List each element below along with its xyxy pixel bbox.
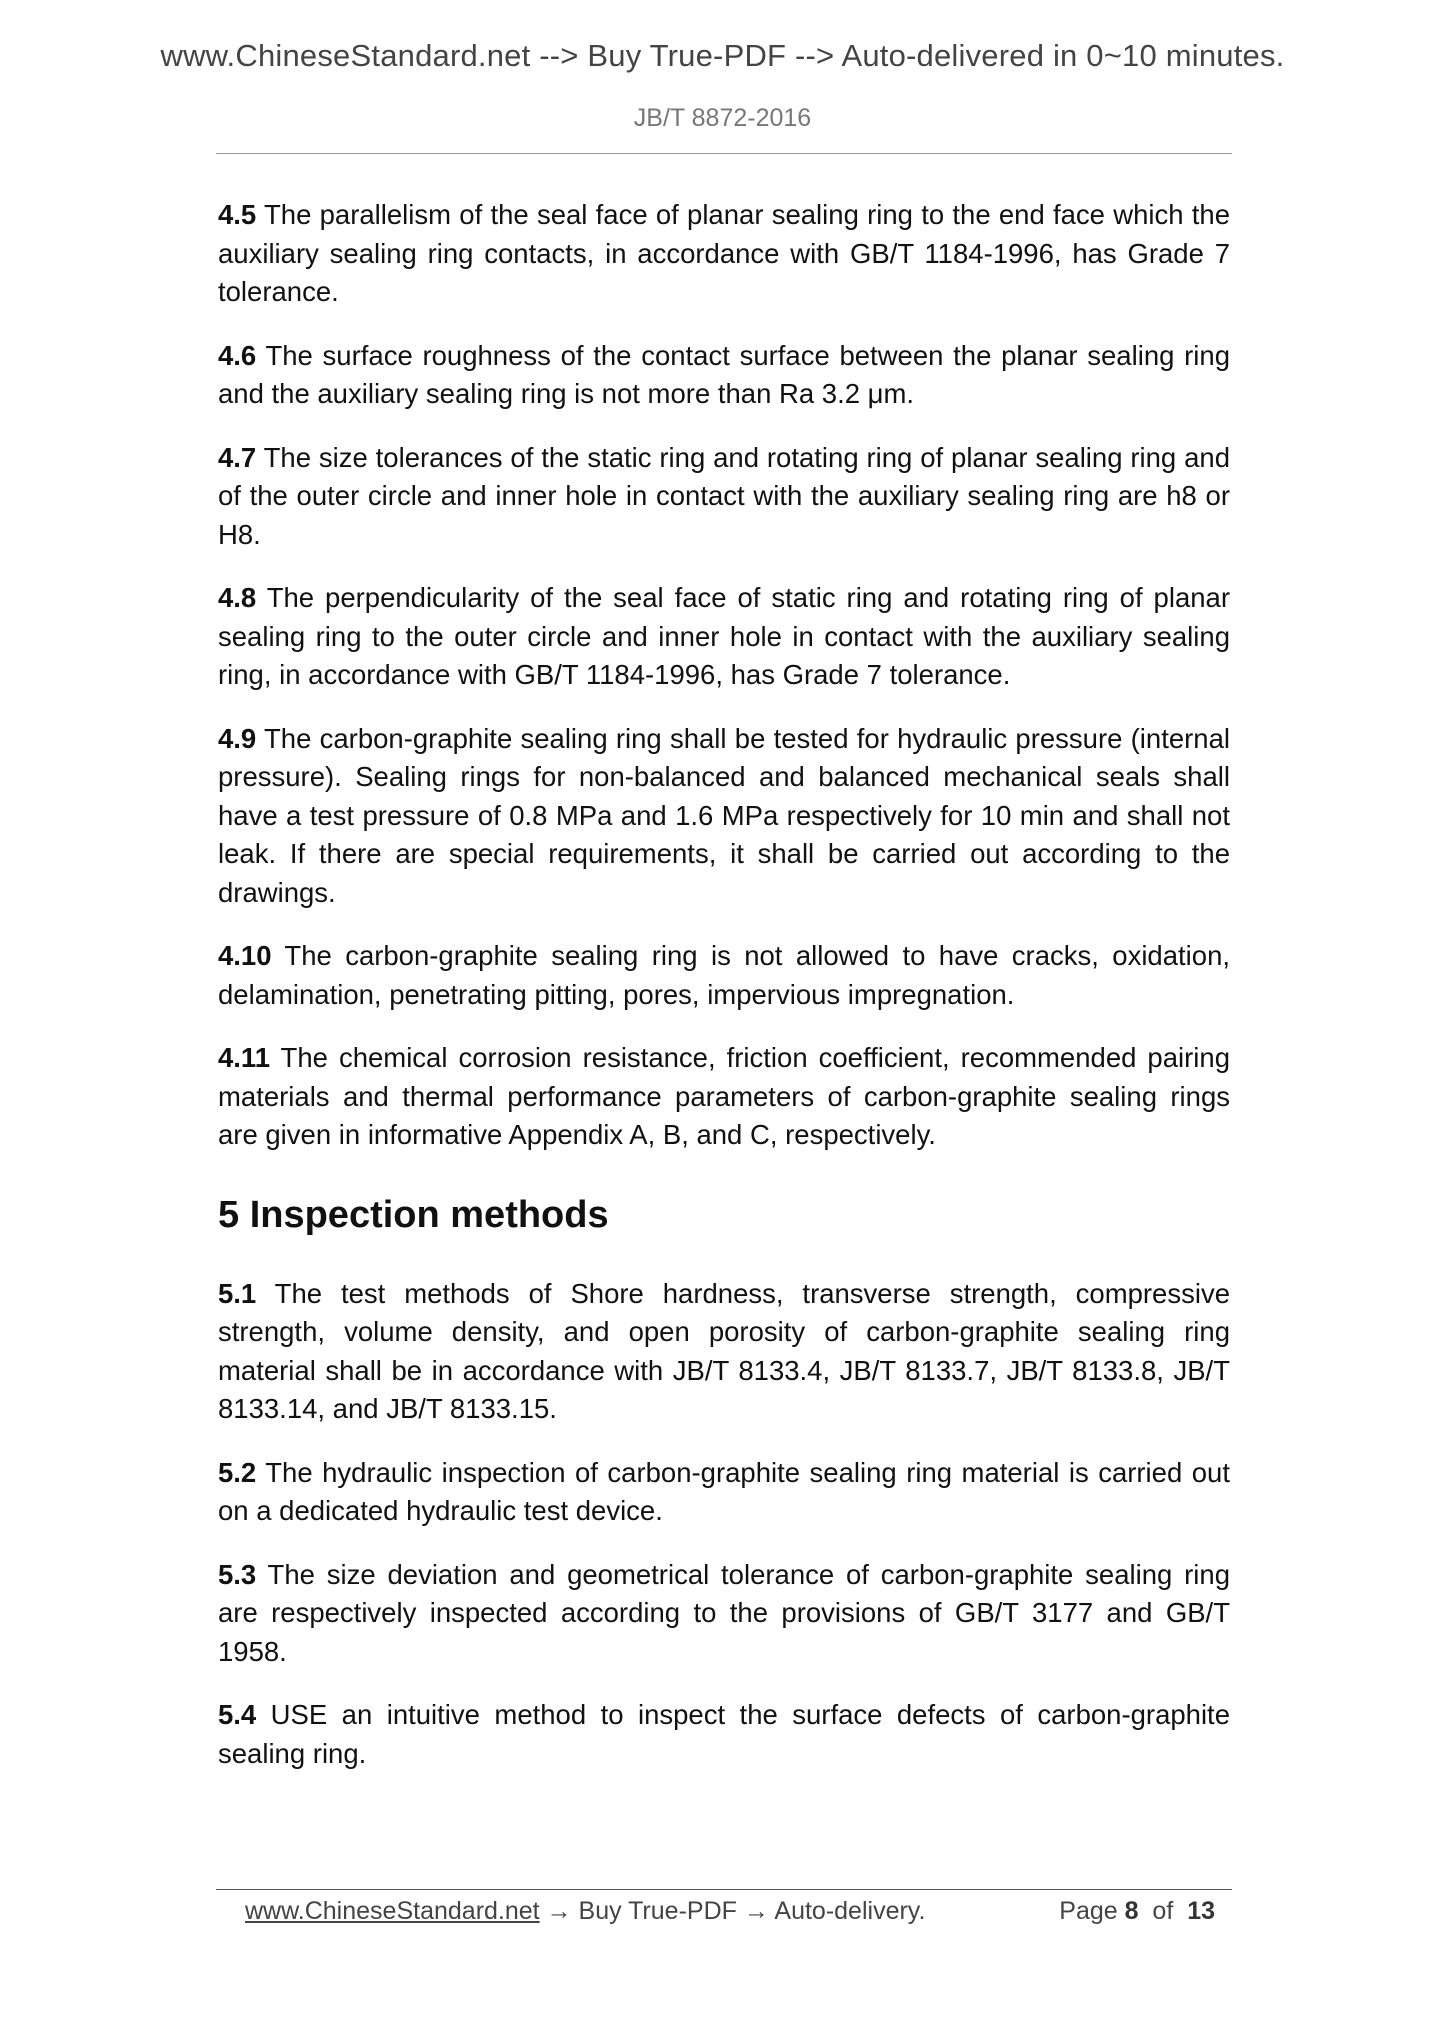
clause-4-6 [218,337,1230,414]
clause-number: 4.11 [218,1042,271,1073]
document-code: JB/T 8872-2016 [633,104,812,132]
clause-text: The size deviation and geometrical tolerance of carbon-graphite sealing ring are respectively inspected according to the provisions of GB/T 3177 and GB/T 1958. [218,1558,1230,1667]
clause-number: 4.7 [218,441,257,473]
clause-number: 4.8 [218,582,257,613]
footer-website-link[interactable]: www.ChineseStandard.net [245,1897,540,1925]
clause-number: 4.9 [218,722,257,754]
footer-divider [216,1889,1232,1890]
clause-4-10 [218,937,1230,1014]
header-divider [216,153,1232,154]
clause-5-2 [218,1454,1230,1531]
total-page-count: 13 [1187,1897,1215,1925]
clause-text: The chemical corrosion resistance, friction coefficient, recommended pairing materials and thermal performance parameters of carbon-graphite sealing rings are given in informative Appendix A, B, and C, respectively. [218,1042,1230,1150]
clause-text: The hydraulic inspection of carbon-graphite sealing ring material is carried out on a dedicated hydraulic test device. [218,1456,1230,1526]
clause-text: The size tolerances of the static ring and rotating ring of planar sealing ring and of the outer circle and inner hole in contact with the auxiliary sealing ring are h8 or H8. [218,441,1230,550]
clause-text: The parallelism of the seal face of planar sealing ring to the end face which the auxiliary sealing ring contacts, in accordance with GB/T 1184-1996, has Grade 7 tolerance. [218,199,1230,307]
clause-4-9 [218,720,1230,913]
page-footer [245,1897,1215,1926]
clause-text: The surface roughness of the contact surface between the planar sealing ring and the auxiliary sealing ring is not more than Ra 3.2 μm. [218,339,1230,409]
page-label: Page [1059,1897,1118,1925]
clause-text: The test methods of Shore hardness, transverse strength, compressive strength, volume density, and open porosity of carbon-graphite sealing ring material shall be in accordance with JB/T 8133.4, JB/T 8133.7, JB/T 8133.8, JB/T 8133.14, and JB/T 8133.15. [218,1277,1230,1424]
clause-text: The carbon-graphite sealing ring shall be tested for hydraulic pressure (internal pressure). Sealing rings for non-balanced and balanced mechanical seals shall have a test pressure of 0.8 MPa and 1.6 MPa respectively for 10 min and shall not leak. If there are special requirements, it shall be carried out according to the drawings. [218,722,1230,908]
clause-text: The perpendicularity of the seal face of static ring and rotating ring of planar sealing ring to the outer circle and inner hole in contact with the auxiliary sealing ring, in accordance with GB/T 1184-1996, has Grade 7 tolerance. [218,582,1230,690]
current-page-number: 8 [1124,1897,1139,1925]
top-banner: www.ChineseStandard.net --> Buy True-PDF --> Auto-delivered in 0~10 minutes. [160,38,1285,73]
clause-5-1 [218,1275,1230,1429]
clause-4-7 [218,439,1230,555]
footer-tagline-group [245,1897,925,1926]
clause-4-11 [218,1039,1230,1155]
clause-4-5 [218,196,1230,312]
clause-5-3 [218,1556,1230,1672]
clause-number: 4.10 [218,940,272,971]
clause-text: The carbon-graphite sealing ring is not allowed to have cracks, oxidation, delamination, penetrating pitting, pores, impervious impregnation. [218,940,1230,1010]
clause-4-8 [218,579,1230,695]
clause-number: 5.4 [218,1699,257,1730]
footer-tagline: → Buy True-PDF → Auto-delivery. [539,1897,926,1925]
page-indicator [1059,1897,1215,1926]
document-body [218,196,1230,1798]
clause-number: 5.3 [218,1558,257,1590]
clause-5-4 [218,1696,1230,1773]
clause-number: 4.6 [218,339,257,371]
page-of-label: of [1152,1897,1174,1925]
clause-text: USE an intuitive method to inspect the surface defects of carbon-graphite sealing ring. [218,1699,1230,1769]
clause-number: 5.2 [218,1456,257,1488]
clause-number: 5.1 [218,1277,257,1309]
clause-number: 4.5 [218,199,257,230]
section-heading-inspection-methods: 5 Inspection methods [218,1193,609,1236]
